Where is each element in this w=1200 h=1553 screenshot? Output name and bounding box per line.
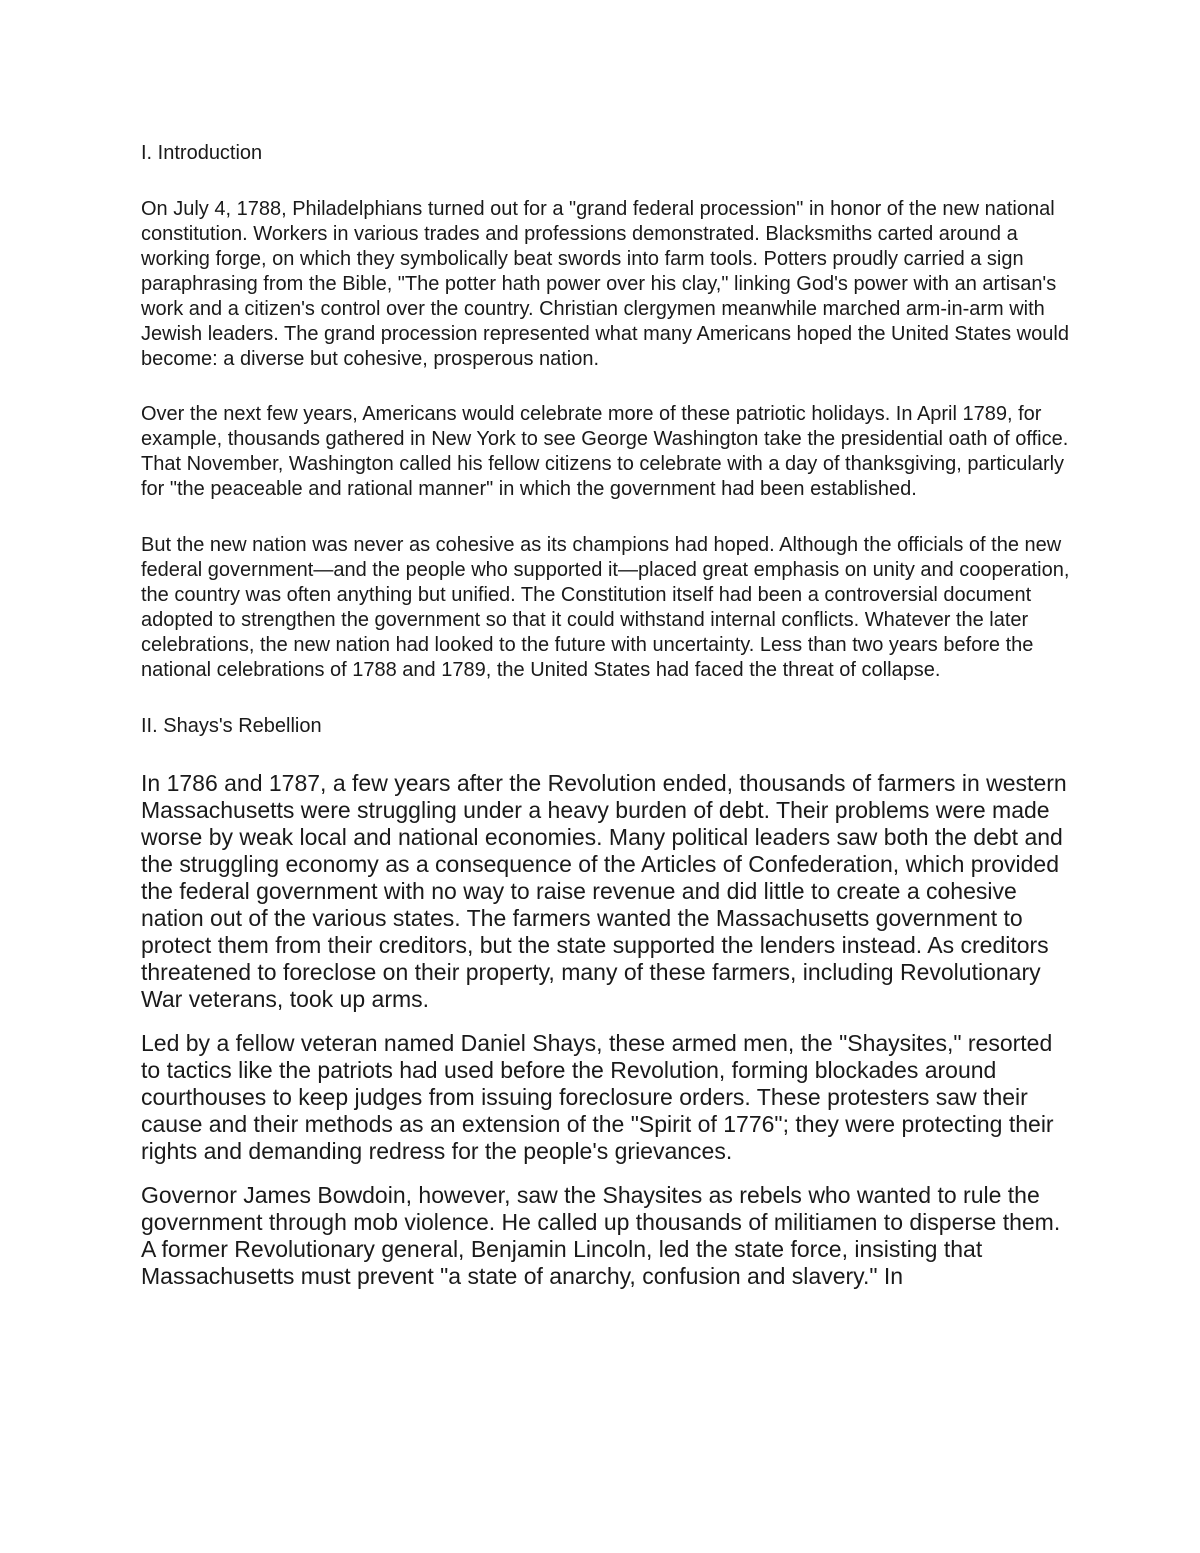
paragraph-farmers-debt: In 1786 and 1787, a few years after the Revolution ended, thousands of farmers in western Massachusetts were struggling under a heavy burden of debt. Their problems were made worse by weak local and national economies. Many political leaders saw both the debt and the struggling economy as a consequence of the Articles of Confederation, which provided the federal government with no way to raise revenue and did little to create a cohesive nation out of the various states. The farmers wanted the Massachusetts government to protect them from their creditors, but the state supported the lenders instead. As creditors threatened to foreclose on their property, many of these farmers, including Revolutionary War veterans, took up arms. bbox=[141, 770, 1067, 1012]
paragraph-grand-procession: On July 4, 1788, Philadelphians turned out for a "grand federal procession" in honor of the new national constitution. Workers in various trades and professions demonstrated. Blacksmiths carted around a working forge, on which they symbolically beat swords into farm tools. Potters proudly carried a sign paraphrasing from the Bible, "The potter hath power over his clay," linking God's power with an artisan's work and a citizen's control over the country. Christian clergymen meanwhile marched arm-in-arm with Jewish leaders. The grand procession represented what many Americans hoped the United States would become: a diverse but cohesive, prosperous nation. bbox=[141, 198, 1069, 370]
section-heading-shays-rebellion: II. Shays's Rebellion bbox=[141, 715, 322, 737]
paragraph-new-nation-cohesion: But the new nation was never as cohesive as its champions had hoped. Although the officials of the new federal government—and the people who supported it—placed great emphasis on unity and cooperation, the country was often anything but unified. The Constitution itself had been a controversial document adopted to strengthen the government so that it could withstand internal conflicts. Whatever the later celebrations, the new nation had looked to the future with uncertainty. Less than two years before the national celebrations of 1788 and 1789, the United States had faced the threat of collapse. bbox=[141, 534, 1070, 681]
section-heading-introduction: I. Introduction bbox=[141, 142, 263, 164]
paragraph-patriotic-holidays: Over the next few years, Americans would celebrate more of these patriotic holidays. In April 1789, for example, thousands gathered in New York to see George Washington take the presidential oath of office. That November, Washington called his fellow citizens to celebrate with a day of thanksgiving, particularly for "the peaceable and rational manner" in which the government had been established. bbox=[141, 403, 1069, 500]
paragraph-shaysites: Led by a fellow veteran named Daniel Shays, these armed men, the "Shaysites," resorted to tactics like the patriots had used before the Revolution, forming blockades around courthouses to keep judges from issuing foreclosure orders. These protesters saw their cause and their methods as an extension of the "Spirit of 1776"; they were protecting their rights and demanding redress for the people's grievances. bbox=[141, 1030, 1054, 1164]
paragraph-governor-bowdoin: Governor James Bowdoin, however, saw the Shaysites as rebels who wanted to rule the government through mob violence. He called up thousands of militiamen to disperse them. A former Revolutionary general, Benjamin Lincoln, led the state force, insisting that Massachusetts must prevent "a state of anarchy, confusion and slavery." In bbox=[141, 1182, 1061, 1289]
document-page bbox=[141, 141, 1071, 1290]
